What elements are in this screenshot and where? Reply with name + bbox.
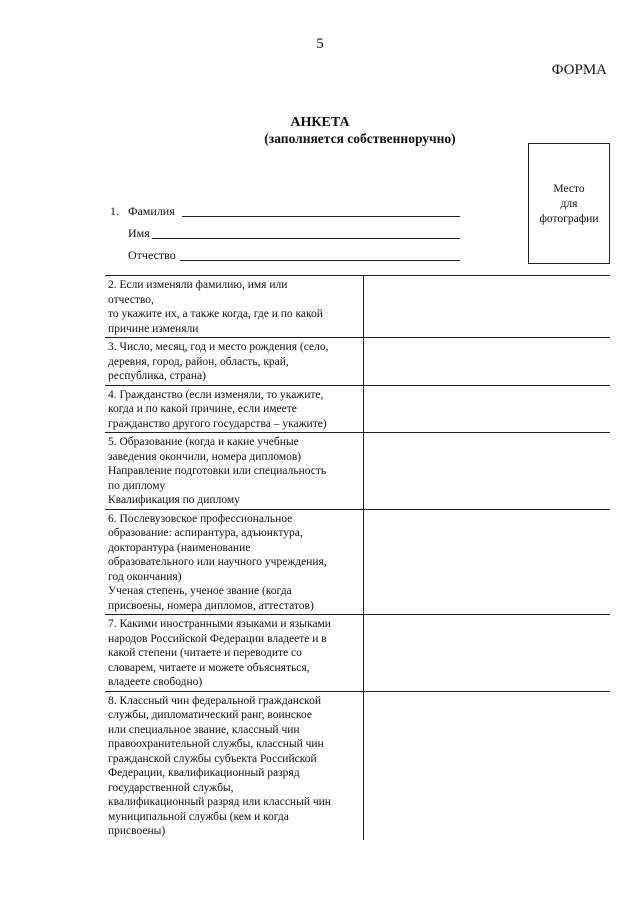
patronymic-label: Отчество [128, 248, 176, 262]
photo-placeholder [528, 143, 610, 264]
question-line: Федерации, квалификационный разряд [108, 767, 300, 779]
question-row [105, 691, 610, 840]
question-text [105, 509, 364, 615]
question-line: то укажите их, а также когда, где и по какой [108, 308, 323, 320]
question-text [105, 276, 364, 338]
question-line: республика, страна) [108, 370, 206, 382]
name-field[interactable] [152, 238, 460, 239]
question-line: 8. Классный чин федеральной гражданской [108, 694, 321, 707]
questionnaire-table [105, 275, 610, 840]
answer-cell[interactable] [364, 691, 611, 840]
question-line: год окончания) [108, 570, 182, 583]
question-line: или специальное звание, классный чин [108, 723, 300, 736]
answer-cell[interactable] [364, 385, 611, 433]
form-title: АНКЕТА [290, 115, 350, 130]
answer-cell[interactable] [364, 615, 611, 692]
question-line: Квалификация по диплому [108, 494, 240, 506]
question-line: докторантура (наименование [108, 541, 251, 554]
answer-cell[interactable] [364, 433, 611, 510]
question-line: народов Российской Федерации владеете и в [108, 632, 327, 645]
question-row [105, 276, 610, 338]
question-text [105, 615, 364, 692]
question-line: присвоены, номера дипломов, аттестатов) [108, 599, 314, 612]
question-line: 3. Число, месяц, год и место рождения (село, [108, 341, 329, 353]
photo-text-line: для [560, 198, 578, 210]
question-line: 7. Какими иностранными языками и языками [108, 618, 331, 630]
question-line: владеете свободно) [108, 676, 203, 688]
question-line: по диплому [108, 479, 166, 492]
photo-text-line: Место [553, 183, 585, 195]
question-row [105, 615, 610, 692]
question-line: 2. Если изменяли фамилию, имя или [108, 279, 288, 291]
photo-text-line: фотографии [539, 213, 599, 225]
question-line: гражданской службы субъекта Российской [108, 752, 317, 765]
question-row [105, 433, 610, 510]
question-line: образование: аспирантура, адъюнктура, [108, 527, 303, 539]
question-line: отчество, [108, 293, 154, 306]
surname-label: Фамилия [128, 204, 175, 218]
question-line: правоохранительной службы, классный чин [108, 738, 324, 750]
question-line: образовательного или научного учреждения, [108, 556, 327, 568]
question-line: заведения окончили, номера дипломов) [108, 450, 302, 463]
answer-cell[interactable] [364, 338, 611, 386]
question-row [105, 385, 610, 433]
question-line: словарем, читаете и можете объясняться, [108, 661, 310, 674]
question-text [105, 385, 364, 433]
question-row [105, 338, 610, 386]
question-line: 6. Послевузовское профессиональное [108, 512, 293, 525]
name-label: Имя [128, 226, 150, 240]
form-subtitle: (заполняется собственноручно) [264, 131, 456, 146]
question-line: причине изменяли [108, 322, 199, 335]
question-line: гражданство другого государства – укажите) [108, 417, 327, 430]
page-number: 5 [316, 36, 324, 52]
question-line: присвоены) [108, 825, 166, 837]
surname-field[interactable] [182, 216, 460, 217]
answer-cell[interactable] [364, 509, 611, 615]
question-text [105, 691, 364, 840]
question-line: квалификационный разряд или классный чин [108, 796, 331, 808]
question-line: 4. Гражданство (если изменяли, то укажите, [108, 388, 324, 401]
question-line: Ученая степень, ученое звание (когда [108, 585, 292, 597]
question-line: какой степени (читаете и переводите со [108, 647, 302, 659]
question-line: 5. Образование (когда и какие учебные [108, 436, 299, 448]
question-line: Направление подготовки или специальность [108, 465, 327, 477]
form-label: ФОРМА [551, 62, 607, 78]
section-number: 1. [110, 204, 119, 218]
patronymic-field[interactable] [180, 260, 460, 261]
question-line: муниципальной службы (кем и когда [108, 810, 289, 823]
question-text [105, 433, 364, 510]
question-line: государственной службы, [108, 781, 234, 794]
question-row [105, 509, 610, 615]
question-line: службы, дипломатический ранг, воинское [108, 709, 312, 721]
question-line: когда и по какой причине, если имеете [108, 403, 297, 415]
question-text [105, 338, 364, 386]
answer-cell[interactable] [364, 276, 611, 338]
question-line: деревня, город, район, область, край, [108, 355, 289, 368]
